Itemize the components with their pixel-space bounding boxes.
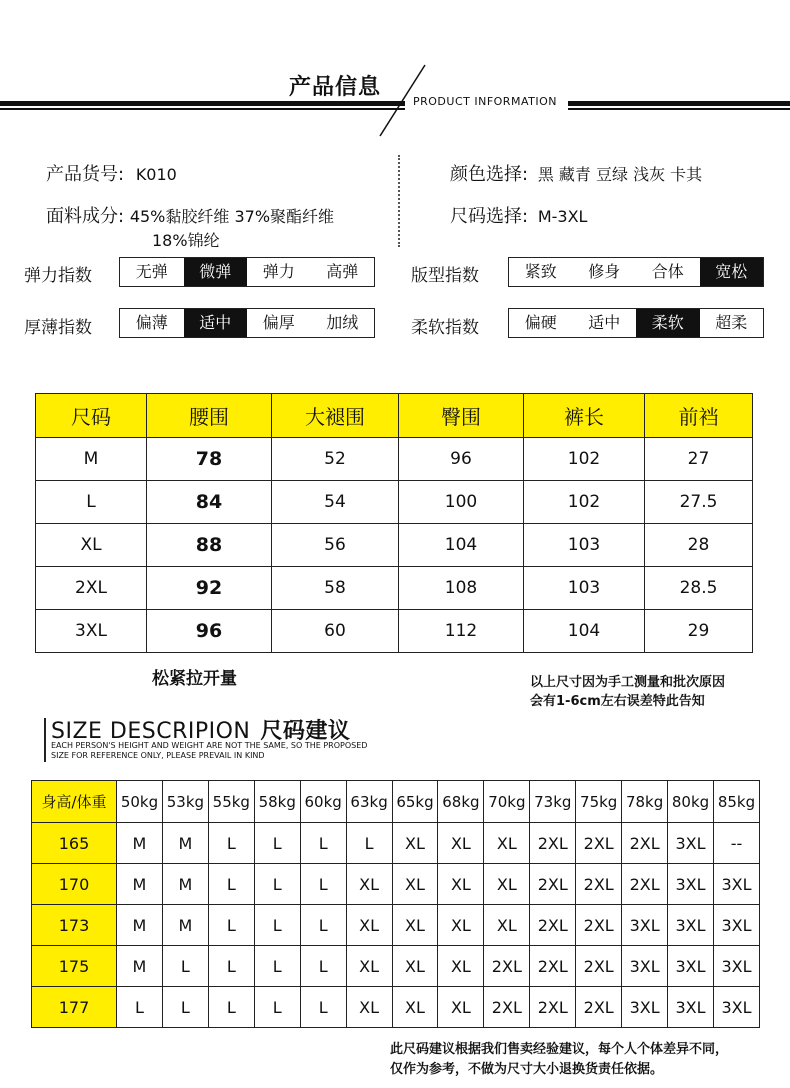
size-cell: 2XL [576,946,622,987]
size-cell: M [117,864,163,905]
cell-hip: 100 [399,481,524,524]
page-title: 产品信息 [289,75,382,100]
elastic-index-scale [119,257,375,287]
info-divider [398,155,400,247]
size-cell: 2XL [530,987,576,1028]
cell-rise: 28 [645,524,753,567]
size-cell: L [254,864,300,905]
size-cell: XL [392,987,438,1028]
size-desc-title-en: SIZE DESCRIPION [51,719,251,744]
size-cell: 2XL [530,823,576,864]
header-rule-right-thin [568,108,790,110]
weight-header: 70kg [484,781,530,823]
fabric-label: 面料成分: [46,206,125,227]
header-rule-right [568,101,790,106]
size-cell: XL [484,823,530,864]
size-cell: L [300,823,346,864]
size-cell: XL [438,946,484,987]
size-cell: L [162,987,208,1028]
cell-hip: 112 [399,610,524,653]
size-cell: XL [438,987,484,1028]
size-cell: L [300,987,346,1028]
cell-size: M [36,438,147,481]
weight-header: 65kg [392,781,438,823]
col-header: 裤长 [524,394,645,438]
weight-header: 60kg [300,781,346,823]
size-table-header [36,394,753,438]
col-header: 大褪围 [272,394,399,438]
size-cell: 2XL [530,905,576,946]
size-cell: XL [484,905,530,946]
cell-hip: 104 [399,524,524,567]
size-cell: 3XL [668,823,714,864]
elastic-option: 高弹 [326,262,359,281]
table-row [32,823,760,864]
height-cell: 173 [32,905,117,946]
weight-header: 68kg [438,781,484,823]
cell-rise: 27.5 [645,481,753,524]
cell-thigh: 56 [272,524,399,567]
size-desc-disclaimer-line1: EACH PERSON'S HEIGHT AND WEIGHT ARE NOT THE SAME, SO THE PROPOSED [51,741,368,750]
table-row [36,438,753,481]
size-cell: XL [438,823,484,864]
cell-waist: 96 [147,610,272,653]
elastic-option: 弹力 [262,262,295,281]
weight-header: 50kg [117,781,163,823]
thickness-option-selected: 适中 [184,309,248,337]
table-row [36,610,753,653]
size-cell: 2XL [530,946,576,987]
size-cell: 3XL [668,946,714,987]
color-select [450,160,702,186]
table-row [36,567,753,610]
table-row [32,987,760,1028]
size-desc-disclaimer [51,741,367,761]
size-cell: L [117,987,163,1028]
page-subtitle: PRODUCT INFORMATION [413,95,557,108]
cell-rise: 28.5 [645,567,753,610]
size-cell: L [208,946,254,987]
size-cell: 3XL [713,905,759,946]
size-cell: L [254,946,300,987]
softness-index-label: 柔软指数 [411,318,479,338]
weight-header: 80kg [668,781,714,823]
size-cell: XL [484,864,530,905]
size-cell: XL [438,905,484,946]
size-label: 尺码选择: [450,206,529,227]
cell-size: 2XL [36,567,147,610]
size-cell: XL [346,946,392,987]
col-header: 前裆 [645,394,753,438]
size-cell: L [254,905,300,946]
fabric [46,202,334,228]
size-cell: 3XL [713,987,759,1028]
height-cell: 170 [32,864,117,905]
size-cell: L [254,823,300,864]
size-cell: 2XL [622,864,668,905]
size-cell: 2XL [576,864,622,905]
size-cell: 2XL [484,946,530,987]
fit-option-selected: 宽松 [700,258,764,286]
height-cell: 177 [32,987,117,1028]
corner-header: 身高/体重 [32,781,117,823]
softness-option: 适中 [588,313,621,332]
cell-size: L [36,481,147,524]
weight-header: 53kg [162,781,208,823]
size-cell: XL [392,905,438,946]
size-cell: 3XL [622,946,668,987]
size-cell: 2XL [484,987,530,1028]
fit-option: 合体 [651,262,684,281]
size-cell: -- [713,823,759,864]
color-label: 颜色选择: [450,164,529,185]
fabric-value-line1: 45%黏胶纤维 37%聚酯纤维 [129,207,335,226]
size-cell: M [117,905,163,946]
col-header: 尺码 [36,394,147,438]
color-values: 黑 藏青 豆绿 浅灰 卡其 [537,165,703,184]
cell-rise: 27 [645,438,753,481]
header-rule-left-thin [0,108,405,110]
thickness-option: 加绒 [326,313,359,332]
size-cell: 2XL [576,987,622,1028]
measure-note-line2: 会有1-6cm左右误差特此告知 [530,694,705,709]
size-cell: XL [346,905,392,946]
size-cell: 3XL [713,864,759,905]
col-header: 腰围 [147,394,272,438]
cell-length: 104 [524,610,645,653]
weight-header: 55kg [208,781,254,823]
weight-header: 58kg [254,781,300,823]
height-cell: 165 [32,823,117,864]
cell-length: 103 [524,567,645,610]
cell-waist: 88 [147,524,272,567]
cell-length: 102 [524,481,645,524]
header-rule-left [0,101,405,106]
size-cell: XL [392,864,438,905]
measure-note-line1: 以上尺寸因为手工测量和批次原因 [530,675,726,690]
cell-thigh: 60 [272,610,399,653]
cell-thigh: 54 [272,481,399,524]
table-row [36,481,753,524]
size-cell: 3XL [622,905,668,946]
fit-option: 修身 [588,262,621,281]
size-cell: L [208,823,254,864]
size-cell: L [300,864,346,905]
elastic-option: 无弹 [135,262,168,281]
cell-rise: 29 [645,610,753,653]
softness-index-scale [508,308,764,338]
table-row [32,864,760,905]
size-cell: M [162,823,208,864]
cell-length: 102 [524,438,645,481]
elastic-option-selected: 微弹 [184,258,248,286]
recommend-note [390,1040,728,1080]
size-cell: 2XL [576,905,622,946]
fit-index-scale [508,257,764,287]
elastic-index-label: 弹力指数 [24,266,92,286]
size-cell: L [346,823,392,864]
weight-header: 75kg [576,781,622,823]
cell-size: XL [36,524,147,567]
thickness-option: 偏薄 [135,313,168,332]
size-cell: L [208,987,254,1028]
cell-size: 3XL [36,610,147,653]
size-cell: L [300,905,346,946]
size-cell: XL [438,864,484,905]
cell-thigh: 58 [272,567,399,610]
item-number-value: K010 [135,165,177,184]
size-desc-bar [44,718,46,762]
size-cell: M [117,823,163,864]
cell-hip: 108 [399,567,524,610]
size-cell: 3XL [668,864,714,905]
size-cell: 2XL [530,864,576,905]
weight-header: 73kg [530,781,576,823]
softness-option-selected: 柔软 [636,309,700,337]
size-values: M-3XL [537,207,588,226]
recommend-note-line2: 仅作为参考，不做为尺寸大小退换货责任依据。 [390,1062,664,1077]
size-recommendation-table [31,780,760,1028]
size-cell: M [162,864,208,905]
weight-header: 78kg [622,781,668,823]
size-cell: 3XL [622,987,668,1028]
measure-note [530,673,725,711]
size-cell: 3XL [668,987,714,1028]
fit-option: 紧致 [524,262,557,281]
size-cell: L [162,946,208,987]
thickness-index-label: 厚薄指数 [24,318,92,338]
size-table [35,393,753,653]
cell-waist: 78 [147,438,272,481]
cell-hip: 96 [399,438,524,481]
cell-waist: 84 [147,481,272,524]
size-cell: XL [392,823,438,864]
size-cell: M [117,946,163,987]
stretch-note: 松紧拉开量 [152,669,237,689]
item-number [46,160,177,186]
size-cell: XL [346,864,392,905]
col-header: 臀围 [399,394,524,438]
recommend-note-line1: 此尺码建议根据我们售卖经验建议，每个人个体差异不同， [390,1042,729,1057]
size-cell: 2XL [622,823,668,864]
fabric-value-line2: 18%锦纶 [152,231,220,250]
table-row [32,905,760,946]
softness-option: 超柔 [715,313,748,332]
cell-waist: 92 [147,567,272,610]
weight-header: 63kg [346,781,392,823]
size-cell: XL [392,946,438,987]
cell-thigh: 52 [272,438,399,481]
size-cell: 2XL [576,823,622,864]
weight-header: 85kg [713,781,759,823]
size-cell: L [254,987,300,1028]
size-cell: L [208,864,254,905]
table-row [36,524,753,567]
table-row [32,946,760,987]
height-cell: 175 [32,946,117,987]
item-number-label: 产品货号: [46,164,125,185]
fabric-line2 [152,228,220,251]
size-cell: L [208,905,254,946]
size-desc-disclaimer-line2: SIZE FOR REFERENCE ONLY, PLEASE PREVAIL IN KIND [51,751,265,760]
cell-length: 103 [524,524,645,567]
fit-index-label: 版型指数 [411,266,479,286]
size-cell: XL [346,987,392,1028]
recommend-header [32,781,760,823]
size-cell: M [162,905,208,946]
size-cell: L [300,946,346,987]
thickness-option: 偏厚 [262,313,295,332]
size-cell: 3XL [668,905,714,946]
thickness-index-scale [119,308,375,338]
softness-option: 偏硬 [524,313,557,332]
size-desc-title-cn: 尺码建议 [260,719,351,744]
size-select [450,202,587,228]
size-cell: 3XL [713,946,759,987]
